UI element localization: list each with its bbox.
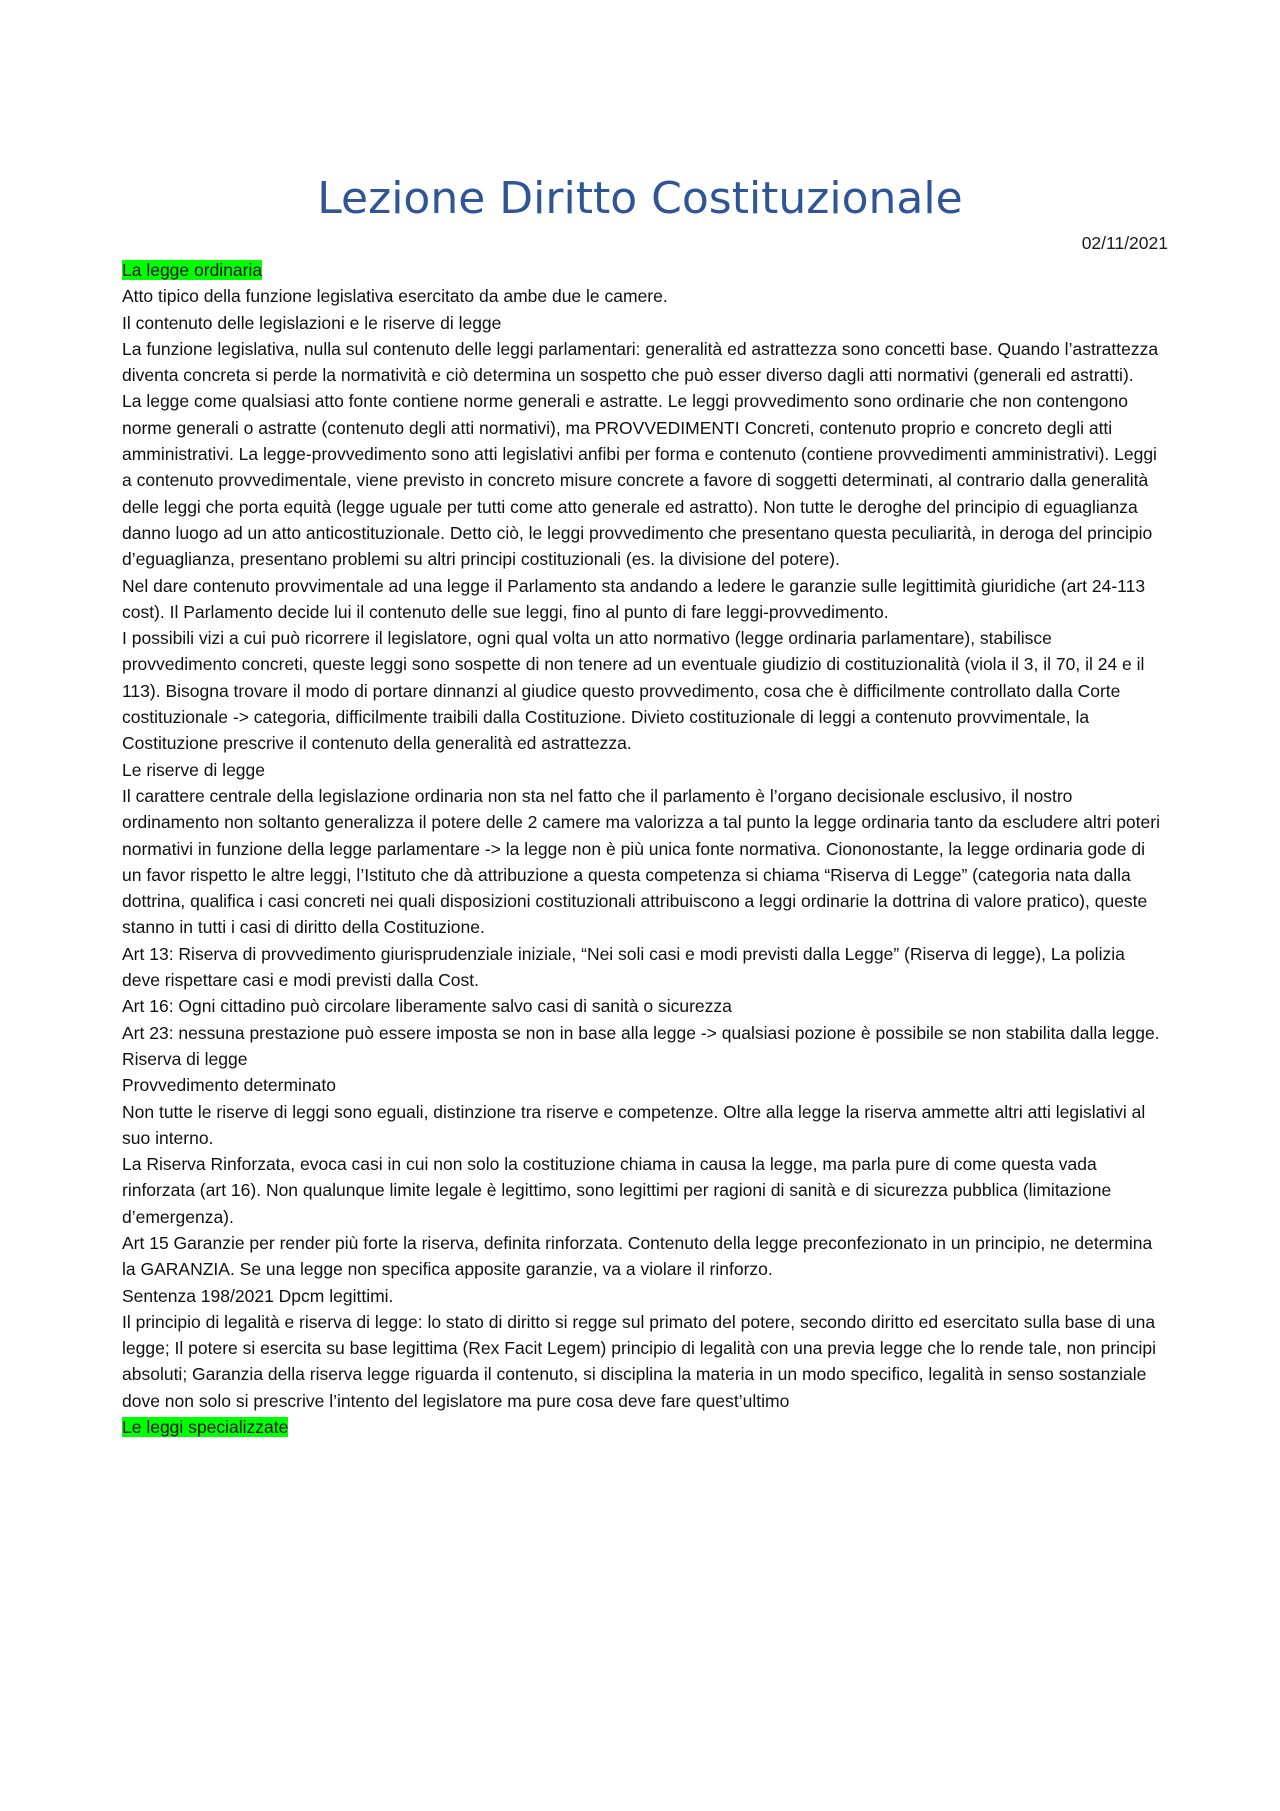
paragraph: Il carattere centrale della legislazione ordinaria non sta nel fatto che il parlamento è l’organo decisionale esclusivo, il nostro ordinamento non soltanto generalizza il potere delle 2 camere ma valorizza a tal punto la legge ordinaria tanto da escludere altri poteri normativi in funzione della legge parlamentare -> la legge non è più unica fonte normativa. Ciononostante, la legge ordinaria gode di un favor rispetto le altre leggi, l’Istituto che dà attribuzione a questa competenza si chiama “Riserva di Legge” (categoria nata dalla dottrina, qualifica i casi concreti nei quali disposizioni costituzionali attribuiscono a leggi ordinarie la dottrina di valore pratico), queste stanno in tutti i casi di diritto della Costituzione. <box>122 785 1160 938</box>
paragraph: La funzione legislativa, nulla sul contenuto delle leggi parlamentari: generalità ed astrattezza sono concetti base. Quando l’astrattezza diventa concreta si perde la normatività e ciò determina un sospetto che può esser diverso dagli atti normativi (generali ed astratti). <box>122 338 1159 386</box>
highlighted-heading: Le leggi specializzate <box>122 1417 289 1438</box>
paragraph: La Riserva Rinforzata, evoca casi in cui non solo la costituzione chiama in causa la legge, ma parla pure di come questa vada rinforzata (art 16). Non qualunque limite legale è legittimo, sono legittimi per ragioni di sanità e di sicurezza pubblica (limitazione d’emergenza). <box>122 1154 1112 1227</box>
paragraph: Riserva di legge <box>122 1048 248 1069</box>
document-body <box>122 257 1162 1440</box>
paragraph: Il principio di legalità e riserva di legge: lo stato di diritto si regge sul primato del potere, secondo diritto ed esercitato sulla base di una legge; Il potere si esercita su base legittima (Rex Facit Legem) principio di legalità con una previa legge che lo rende tale, non principi absoluti; Garanzia della riserva legge riguarda il contenuto, si disciplina la materia in un modo specifico, legalità in senso sostanziale dove non solo si prescrive l’intento del legislatore ma pure cosa deve fare quest’ultimo <box>122 1311 1157 1411</box>
paragraph: Art 16: Ogni cittadino può circolare liberamente salvo casi di sanità o sicurezza <box>122 996 732 1017</box>
paragraph: Non tutte le riserve di leggi sono eguali, distinzione tra riserve e competenze. Oltre alla legge la riserva ammette altri atti legislativi al suo interno. <box>122 1101 1146 1148</box>
paragraph: La legge come qualsiasi atto fonte contiene norme generali e astratte. Le leggi provvedimento sono ordinarie che non contengono norme generali o astratte (contenuto degli atti normativi), ma PROVVEDIMENTI Concreti, contenuto proprio e concreto degli atti amministrativi. La legge-provvedimento sono atti legislativi anfibi per forma e contenuto (contiene provvedimenti amministrativi). Leggi a contenuto provvedimentale, viene previsto in concreto misure concrete a favore di soggetti determinati, al contrario dalla generalità delle leggi che porta equità (legge uguale per tutti come atto generale ed astratto). Non tutte le deroghe del principio di eguaglianza danno luogo ad un atto anticostituzionale. Detto ciò, le leggi provvedimento che presentano questa peculiarità, in deroga del principio d’eguaglianza, presentano problemi su altri principi costituzionali (es. la divisione del potere). <box>122 391 1157 570</box>
paragraph: Il contenuto delle legislazioni e le riserve di legge <box>122 312 502 333</box>
paragraph: I possibili vizi a cui può ricorrere il legislatore, ogni qual volta un atto normativo (legge ordinaria parlamentare), stabilisce provvedimento concreti, queste leggi sono sospette di non tenere ad un eventuale giudizio di costituzionalità (viola il 3, il 70, il 24 e il 113). Bisogna trovare il modo di portare dinnanzi al giudice questo provvedimento, cosa che è difficilmente controllato dalla Corte costituzionale -> categoria, difficilmente traibili dalla Costituzione. Divieto costituzionale di leggi a contenuto provvimentale, la Costituzione prescrive il contenuto della generalità ed astrattezza. <box>122 628 1145 754</box>
section-heading <box>122 257 1162 283</box>
section-heading <box>122 1414 1162 1440</box>
paragraph: Atto tipico della funzione legislativa esercitato da ambe due le camere. <box>122 286 668 307</box>
paragraph: Provvedimento determinato <box>122 1075 336 1096</box>
paragraph: Art 13: Riserva di provvedimento giurisprudenziale iniziale, “Nei soli casi e modi previsti dalla Legge” (Riserva di legge), La polizia deve rispettare casi e modi previsti dalla Cost. <box>122 943 1125 991</box>
document-title: Lezione Diritto Costituzionale <box>317 173 963 224</box>
highlighted-heading: La legge ordinaria <box>122 260 263 280</box>
paragraph: Nel dare contenuto provvimentale ad una legge il Parlamento sta andando a ledere le garanzie sulle legittimità giuridiche (art 24-113 cost). Il Parlamento decide lui il contenuto delle sue leggi, fino al punto di fare leggi-provvedimento. <box>122 575 1146 622</box>
paragraph: Sentenza 198/2021 Dpcm legittimi. <box>122 1285 394 1306</box>
paragraph: Art 23: nessuna prestazione può essere imposta se non in base alla legge -> qualsiasi pozione è possibile se non stabilita dalla legge. <box>122 1022 1160 1043</box>
paragraph: Le riserve di legge <box>122 759 265 780</box>
document-date: 02/11/2021 <box>1081 233 1168 253</box>
paragraph: Art 15 Garanzie per render più forte la riserva, definita rinforzata. Contenuto della legge preconfezionato in un principio, ne determina la GARANZIA. Se una legge non specifica apposite garanzie, va a violare il rinforzo. <box>122 1232 1153 1280</box>
